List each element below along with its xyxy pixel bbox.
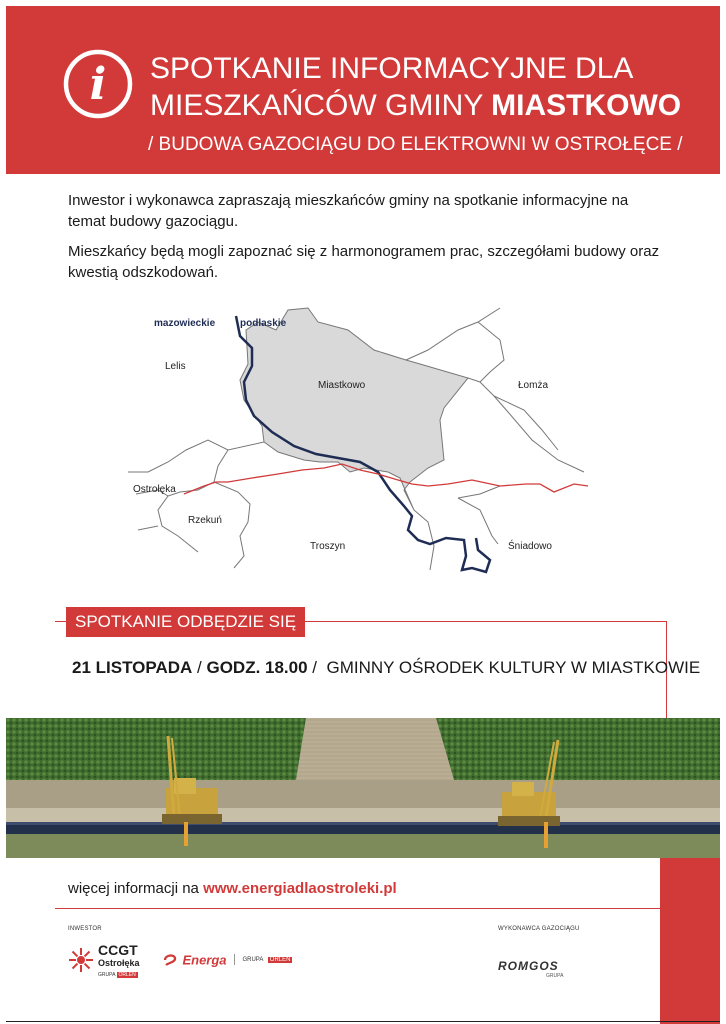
energa-logo (162, 951, 292, 969)
title-line-1: SPOTKANIE INFORMACYJNE DLA (150, 52, 634, 85)
intro-text (68, 190, 668, 292)
label-rzekun: Rzekuń (188, 515, 222, 526)
website-link[interactable]: www.energiadlaostroleki.pl (203, 880, 397, 897)
contractor-label: WYKONAWCA GAZOCIĄGU (498, 926, 580, 932)
energa-swirl-icon (162, 953, 178, 967)
meeting-place: GMINNY OŚRODEK KULTURY W MIASTKOWIE (326, 658, 701, 677)
label-miastkowo: Miastkowo (318, 380, 366, 391)
meeting-date: 21 LISTOPADA (72, 658, 193, 677)
label-lelis: Lelis (165, 361, 186, 372)
more-info-prefix: więcej informacji na (68, 880, 204, 897)
header-banner (6, 6, 720, 174)
label-sniadowo: Śniadowo (508, 541, 552, 552)
ccgt-sun-icon (68, 947, 94, 973)
title-municipality: MIASTKOWO (491, 89, 682, 122)
ccgt-group (98, 972, 158, 978)
meeting-separator-2: / (307, 658, 327, 677)
meeting-details (72, 658, 700, 678)
romgos-logo (498, 960, 578, 979)
title-line-2-prefix: MIESZKAŃCÓW GMINY (150, 89, 492, 122)
page-subtitle: / BUDOWA GAZOCIĄGU DO ELEKTROWNI W OSTROŁĘCE / (148, 134, 683, 155)
investor-label: INWESTOR (68, 926, 102, 932)
pipeline-map (128, 300, 598, 585)
info-icon (62, 48, 134, 120)
footer-divider (55, 908, 660, 909)
pipeline-construction-photo (6, 718, 720, 858)
ccgt-group-prefix: GRUPA (98, 972, 116, 978)
title-line-2 (150, 87, 681, 124)
energa-orlen-badge: ORLEN (269, 956, 291, 963)
meeting-separator-1: / (192, 658, 207, 677)
ccgt-subtitle: Ostrołęka (98, 958, 140, 968)
intro-paragraph-2: Mieszkańcy będą mogli zapoznać się z harmonogramem prac, szczegółami budowy oraz kwestią odszkodowań. (68, 243, 660, 281)
meeting-time: GODZ. 18.00 (206, 658, 308, 677)
label-troszyn: Troszyn (310, 541, 346, 552)
label-ostroleka: Ostrołęka (133, 484, 176, 495)
energa-group-prefix: GRUPA (242, 956, 264, 963)
energa-separator (234, 954, 235, 965)
more-info-text (68, 880, 397, 897)
ccgt-title: CCGT (98, 942, 138, 958)
romgos-group: GRUPA (546, 973, 564, 979)
romgos-name: ROMGOS (498, 959, 559, 973)
svg-text:i: i (89, 59, 107, 110)
energa-name: Energa (182, 952, 227, 968)
label-lomza: Łomża (518, 380, 549, 391)
meeting-label: SPOTKANIE ODBĘDZIE SIĘ (66, 607, 305, 637)
miastkowo-area (240, 308, 468, 510)
intro-paragraph-1: Inwestor i wykonawca zapraszają mieszkańców gminy na spotkanie informacyjne na temat budowy gazociągu. (68, 192, 629, 230)
ccgt-orlen-badge: ORLEN (118, 972, 136, 978)
label-podlaskie: podlaskie (240, 318, 287, 329)
label-mazowieckie: mazowieckie (154, 318, 216, 329)
page-title (150, 50, 681, 124)
bottom-rule (6, 1021, 720, 1022)
corner-accent (660, 858, 720, 1024)
